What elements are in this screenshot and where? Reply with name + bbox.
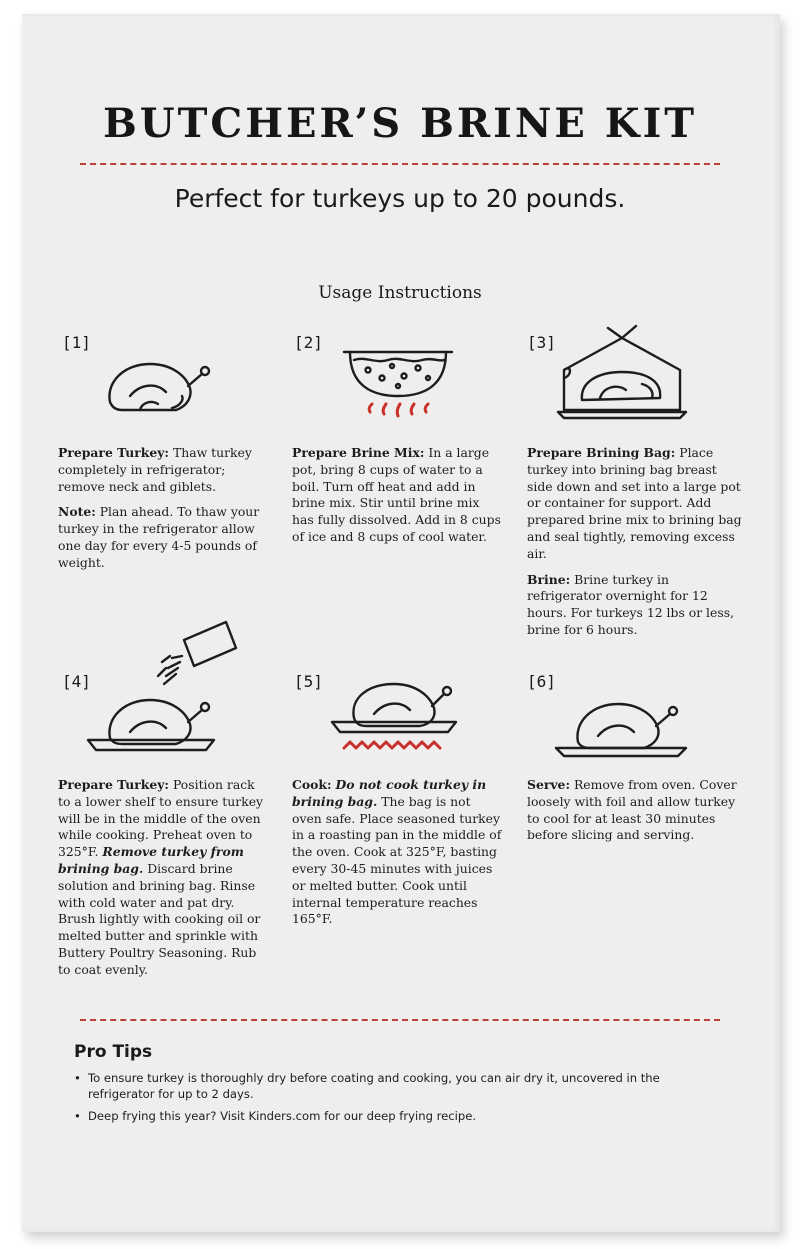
list-item: • To ensure turkey is thoroughly dry before coating and cooking, you can air dry it, uncovered in the refrigerator for up to 2 days. <box>74 1070 714 1102</box>
brining-bag-icon <box>552 320 692 424</box>
step-4-para-1: Prepare Turkey: Position rack to a lower shelf to ensure turkey will be in the middle of the oven while cooking. Preheat oven to 325°F. Remove turkey from brining bag. Discard brine solution and brining bag. Rinse with cold water and pat dry. Brush lightly with cooking oil or melted butter and sprinkle with Buttery Poultry Seasoning. Rub to coat evenly. <box>58 777 264 977</box>
pro-tips-list <box>74 1070 714 1130</box>
step-5-para-1: Cook: Do not cook turkey in brining bag. The bag is not oven safe. Place seasoned turkey in a roasting pan in the middle of the oven. Cook at 325°F, basting every 30-45 minutes with juices or melted butter. Cook until internal temperature reaches 165°F. <box>292 777 502 927</box>
served-turkey-icon <box>552 690 692 760</box>
step-number-5: [5] <box>294 672 323 691</box>
step-number-3: [3] <box>527 333 556 352</box>
step-1-para-2: Note: Plan ahead. To thaw your turkey in the refrigerator allow one day for every 4-5 pounds of weight. <box>58 504 260 570</box>
title-divider <box>80 163 720 165</box>
step-text-6 <box>527 777 737 853</box>
roast-turkey-icon <box>100 352 220 418</box>
page-title: BUTCHER’S BRINE KIT <box>102 100 698 147</box>
step-text-2 <box>292 445 504 555</box>
step-number-2: [2] <box>294 333 323 352</box>
step-number-1: [1] <box>62 333 91 352</box>
step-2-para-1: Prepare Brine Mix: In a large pot, bring 8 cups of water to a boil. Turn off heat and add in brine mix. Stir until brine mix has fully dissolved. Add in 8 cups of ice and 8 cups of cool water. <box>292 445 501 544</box>
step-number-6: [6] <box>527 672 556 691</box>
tips-divider <box>80 1019 720 1021</box>
step-text-4 <box>58 777 268 988</box>
seasoning-turkey-icon <box>86 612 256 762</box>
step-3-para-2: Brine: Brine turkey in refrigerator overnight for 12 hours. For turkeys 12 lbs or less, brine for 6 hours. <box>527 571 735 637</box>
step-6-para-1: Serve: Remove from oven. Cover loosely with foil and allow turkey to cool for at least 30 minutes before slicing and serving. <box>527 777 737 843</box>
step-text-5 <box>292 777 504 937</box>
pro-tips-title: Pro Tips <box>74 1042 153 1062</box>
step-number-4: [4] <box>62 672 91 691</box>
step-1-para-1: Prepare Turkey: Thaw turkey completely in refrigerator; remove neck and giblets. <box>58 445 252 494</box>
step-text-3 <box>527 445 745 648</box>
usage-heading: Usage Instructions <box>318 283 482 303</box>
step-3-para-1: Prepare Brining Bag: Place turkey into brining bag breast side down and set into a large pot or container for support. Add prepared brine mix to brining bag and seal tightly, removing excess air. <box>527 445 742 561</box>
list-item: • Deep frying this year? Visit Kinders.com for our deep frying recipe. <box>74 1108 714 1124</box>
step-text-1 <box>58 445 268 581</box>
subtitle: Perfect for turkeys up to 20 pounds. <box>174 184 626 213</box>
oven-turkey-icon <box>330 678 460 758</box>
boiling-pot-icon <box>340 344 456 424</box>
